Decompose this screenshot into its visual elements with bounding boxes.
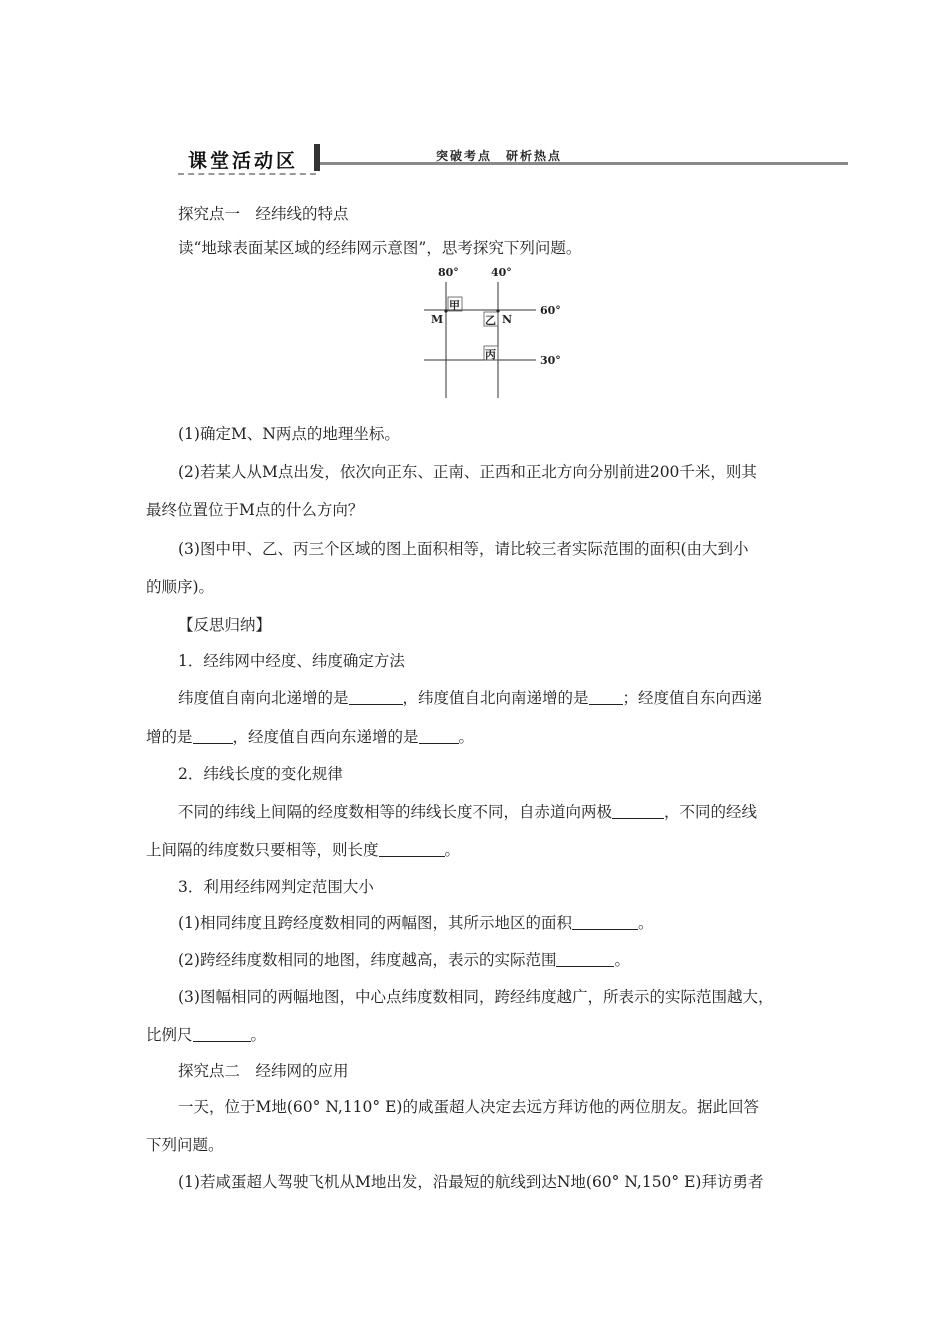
- summary-1-line2: 增的是 ，经度值自西向东递增的是 。: [146, 728, 475, 746]
- question-3-line2: 的顺序)。: [146, 578, 215, 596]
- point-m: [444, 309, 447, 312]
- section-title: 课堂活动区: [188, 150, 299, 172]
- summary-heading-1: 1．经纬网中经度、纬度确定方法: [178, 652, 405, 670]
- section1-heading: 探究点一 经纬线的特点: [178, 205, 349, 223]
- summary-label: 【反思归纳】: [178, 616, 272, 634]
- summary-heading-3: 3．利用经纬网判定范围大小: [178, 878, 374, 896]
- label-30: 30°: [540, 354, 561, 367]
- blank-field[interactable]: [612, 803, 664, 819]
- blank-field[interactable]: [589, 689, 623, 705]
- summary-3-2: (2)跨经纬度数相同的地图，纬度越高，表示的实际范围 。: [178, 951, 630, 969]
- question-2-line1: (2)若某人从M点出发，依次向正东、正南、正西和正北方向分别前进200千米，则其: [178, 463, 757, 481]
- label-40: 40°: [491, 266, 512, 279]
- summary-2-line1: 不同的纬线上间隔的经度数相等的纬线长度不同，自赤道向两极 ，不同的经线: [178, 803, 758, 821]
- summary-3-3-line2: 比例尺 。: [146, 1026, 267, 1044]
- graticule-figure: [418, 264, 578, 400]
- header-bar: [314, 144, 320, 171]
- question-1: (1)确定M、N两点的地理坐标。: [178, 425, 400, 443]
- label-60: 60°: [540, 304, 561, 317]
- header-rule: [320, 162, 848, 165]
- blank-field[interactable]: [556, 951, 614, 967]
- blank-field[interactable]: [379, 841, 445, 857]
- section1-intro: 读“地球表面某区域的经纬网示意图”，思考探究下列问题。: [178, 239, 582, 257]
- blank-field[interactable]: [193, 1026, 251, 1042]
- section-subtitle: 突破考点 研析热点: [436, 149, 563, 163]
- question-3-line1: (3)图中甲、乙、丙三个区域的图上面积相等，请比较三者实际范围的面积(由大到小: [178, 540, 749, 558]
- header-dashed-underline: [178, 173, 316, 175]
- region-bing: 丙: [485, 348, 496, 361]
- section2-paragraph-line1: 一天，位于M地(60° N,110° E)的咸蛋超人决定去远方拜访他的两位朋友。据此回答: [178, 1098, 759, 1116]
- question-2-line2: 最终位置位于M点的什么方向？: [146, 501, 364, 519]
- label-n: N: [502, 313, 513, 326]
- summary-heading-2: 2．纬线长度的变化规律: [178, 765, 343, 783]
- summary-1-line1: 纬度值自南向北递增的是 ，纬度值自北向南递增的是 ；经度值自东向西递: [178, 689, 763, 707]
- label-m: M: [431, 313, 444, 326]
- blank-field[interactable]: [572, 914, 638, 930]
- blank-field[interactable]: [349, 689, 403, 705]
- section2-paragraph-line2: 下列问题。: [146, 1136, 224, 1154]
- summary-3-3-line1: (3)图幅相同的两幅地图，中心点纬度数相同，跨经纬度越广，所表示的实际范围越大，: [178, 988, 774, 1006]
- blank-field[interactable]: [419, 728, 459, 744]
- summary-3-1: (1)相同纬度且跨经度数相同的两幅图，其所示地区的面积 。: [178, 914, 654, 932]
- summary-2-line2: 上间隔的纬度数只要相等，则长度 。: [146, 841, 461, 859]
- region-jia: 甲: [449, 299, 460, 312]
- label-80: 80°: [438, 266, 459, 279]
- section2-heading: 探究点二 经纬网的应用: [178, 1062, 349, 1080]
- section2-question-1: (1)若咸蛋超人驾驶飞机从M地出发，沿最短的航线到达N地(60° N,150° E)拜访勇者: [178, 1173, 764, 1191]
- blank-field[interactable]: [193, 728, 233, 744]
- section-header: [178, 140, 848, 180]
- region-yi: 乙: [485, 314, 496, 327]
